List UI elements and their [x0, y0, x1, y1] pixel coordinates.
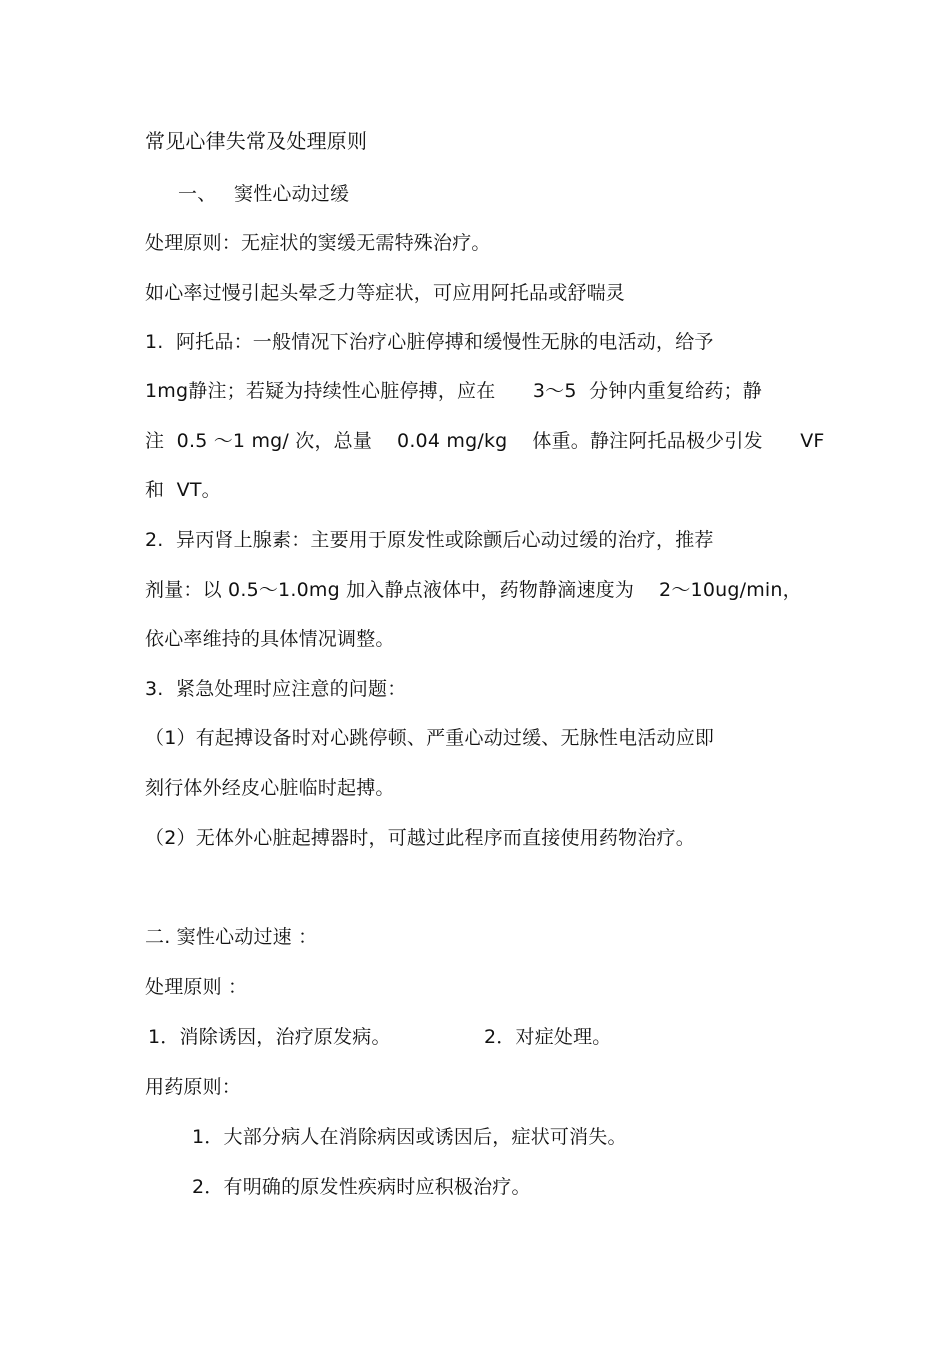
section2-heading: 二. 窦性心动过速 ：	[145, 926, 318, 948]
item3-sub1-line2: 刻行体外经皮心脏临时起搏。	[145, 777, 395, 799]
item1-line4: 和 VT。	[145, 479, 221, 501]
item2-line1: 2. 异丙肾上腺素：主要用于原发性或除颤后心动过缓的治疗，推荐	[145, 529, 714, 551]
item3-line1: 3. 紧急处理时应注意的问题：	[145, 678, 407, 700]
section1-heading: 窦性心动过缓	[234, 183, 350, 205]
section1-heading-number: 一、	[178, 183, 217, 205]
section1-intro: 如心率过慢引起头晕乏力等症状，可应用阿托品或舒喘灵	[145, 282, 626, 304]
section2-medication-item1: 1．大部分病人在消除病因或诱因后，症状可消失。	[192, 1126, 627, 1148]
section2-principle-item1: 1．消除诱因，治疗原发病。	[148, 1026, 391, 1048]
item3-sub1-line1: （1）有起搏设备时对心跳停顿、严重心动过缓、无脉性电活动应即	[145, 727, 715, 749]
section2-principle-item2: 2．对症处理。	[484, 1026, 612, 1048]
item3-sub2: （2）无体外心脏起搏器时，可越过此程序而直接使用药物治疗。	[145, 827, 695, 849]
item1-line3: 注 0.5 ～1 mg/ 次，总量 0.04 mg/kg 体重。静注阿托品极少引发 VF	[145, 430, 825, 452]
item1-line2: 1mg静注；若疑为持续性心脏停搏，应在 3～5 分钟内重复给药；静	[145, 380, 762, 402]
section2-principle-label: 处理原则 ：	[145, 976, 248, 998]
document-title: 常见心律失常及处理原则	[145, 129, 368, 153]
item1-line1: 1. 阿托品：一般情况下治疗心脏停搏和缓慢性无脉的电活动，给予	[145, 331, 714, 353]
section2-medication-label: 用药原则：	[145, 1076, 242, 1098]
section1-principle: 处理原则：无症状的窦缓无需特殊治疗。	[145, 232, 491, 254]
section2-medication-item2: 2．有明确的原发性疾病时应积极治疗。	[192, 1176, 531, 1198]
item2-line2: 剂量：以 0.5～1.0mg 加入静点液体中，药物静滴速度为 2～10ug/min，	[145, 579, 802, 601]
item2-line3: 依心率维持的具体情况调整。	[145, 628, 395, 650]
